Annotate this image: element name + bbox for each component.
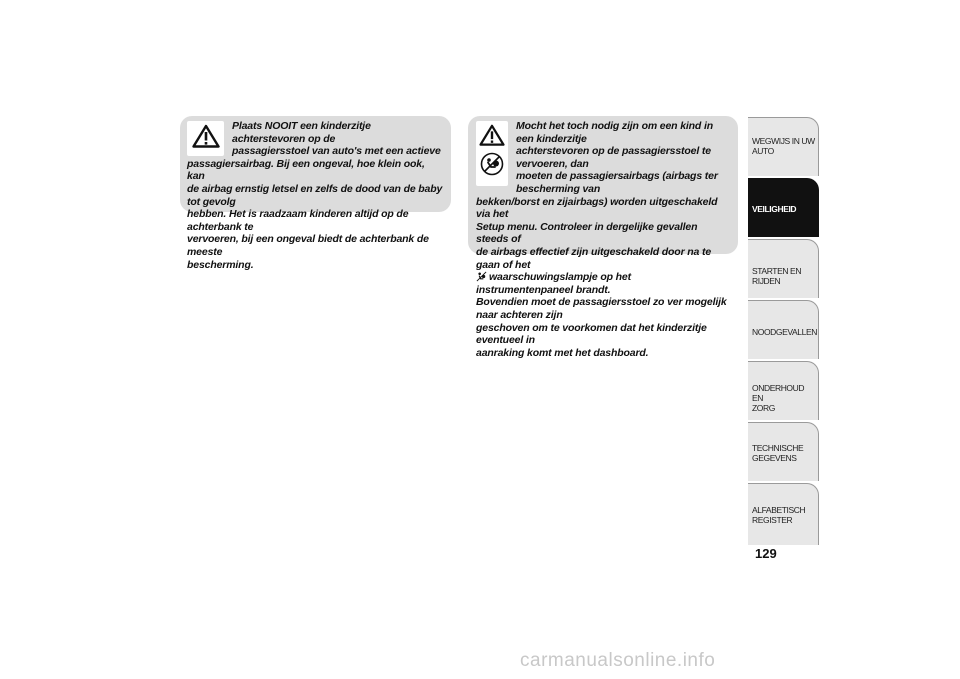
warning-box-rear-facing-seat xyxy=(180,116,451,271)
warning-text-line: achterstevoren op de passagiersstoel te vervoeren, dan xyxy=(516,145,711,170)
tab-alfabetisch-register[interactable] xyxy=(748,483,819,545)
tab-onderhoud-en-zorg[interactable] xyxy=(748,361,819,420)
warning-text-line: vervoeren, bij een ongeval biedt de achterbank de meeste xyxy=(187,233,429,258)
warning-text-line-with-icon xyxy=(476,271,730,296)
warning-text-line: aanraking komt met het dashboard. xyxy=(476,346,649,359)
warning-text-line: hebben. Het is raadzaam kinderen altijd op de achterbank te xyxy=(187,208,409,233)
tab-label: NOODGEVALLEN xyxy=(752,327,817,337)
watermark: carmanualsonline.info xyxy=(520,650,716,671)
tab-label: TECHNISCHE xyxy=(752,443,804,453)
warning-text-line: moeten de passagiersairbags (airbags ter bescherming van xyxy=(516,170,718,195)
chapter-tabs xyxy=(748,117,819,545)
tab-label: VEILIGHEID xyxy=(752,204,797,214)
tab-technische-gegevens[interactable] xyxy=(748,422,819,481)
warning-text-line: Mocht het toch nodig zijn om een kind in een kinderzitje xyxy=(516,120,713,145)
tab-veiligheid[interactable] xyxy=(748,178,819,237)
warning-box-airbag-deactivation xyxy=(468,116,738,359)
tab-label: ONDERHOUD EN xyxy=(752,383,805,403)
tab-label: AUTO xyxy=(752,146,774,156)
warning-text-line: Plaats NOOIT een kinderzitje achterstevoren op de xyxy=(232,120,371,145)
warning-text-line: de airbag ernstig letsel en zelfs de dood van de baby tot gevolg xyxy=(187,182,443,208)
warning-text-line: waarschuwingslampje op het instrumentenpaneel brandt. xyxy=(476,271,631,296)
airbag-off-icon xyxy=(480,152,504,176)
tab-wegwijs-in-uw-auto[interactable] xyxy=(748,117,819,176)
warning-triangle-icon xyxy=(479,124,505,146)
warning-text-line: passagiersstoel van auto's met een actieve xyxy=(232,145,441,158)
tab-label: WEGWIJS IN UW xyxy=(752,136,815,146)
warning-text-line: bescherming. xyxy=(187,258,254,271)
warning-text-line: geschoven om te voorkomen dat het kinderzitje eventueel in xyxy=(476,321,707,347)
warning-text-line: passagiersairbag. Bij een ongeval, hoe klein ook, kan xyxy=(187,157,425,183)
warning-icon-well xyxy=(187,121,224,156)
warning-triangle-icon xyxy=(192,124,220,148)
airbag-warning-light-icon xyxy=(476,271,487,282)
warning-icon-well xyxy=(476,121,508,186)
tab-starten-en-rijden[interactable] xyxy=(748,239,819,298)
warning-text-line: Bovendien moet de passagiersstoel zo ver mogelijk naar achteren zijn xyxy=(476,296,727,321)
tab-noodgevallen[interactable] xyxy=(748,300,819,359)
tab-label: STARTEN EN RIJDEN xyxy=(752,266,802,286)
page-number: 129 xyxy=(755,546,777,561)
warning-text-line: bekken/borst en zijairbags) worden uitgeschakeld via het xyxy=(476,195,718,221)
tab-label: GEGEVENS xyxy=(752,453,797,463)
tab-label: ZORG xyxy=(752,403,775,413)
warning-text-line: de airbags effectief zijn uitgeschakeld door na te gaan of het xyxy=(476,245,712,271)
tab-label: REGISTER xyxy=(752,515,793,525)
tab-label: ALFABETISCH xyxy=(752,505,806,515)
warning-text-line: Setup menu. Controleer in dergelijke gevallen steeds of xyxy=(476,220,698,246)
